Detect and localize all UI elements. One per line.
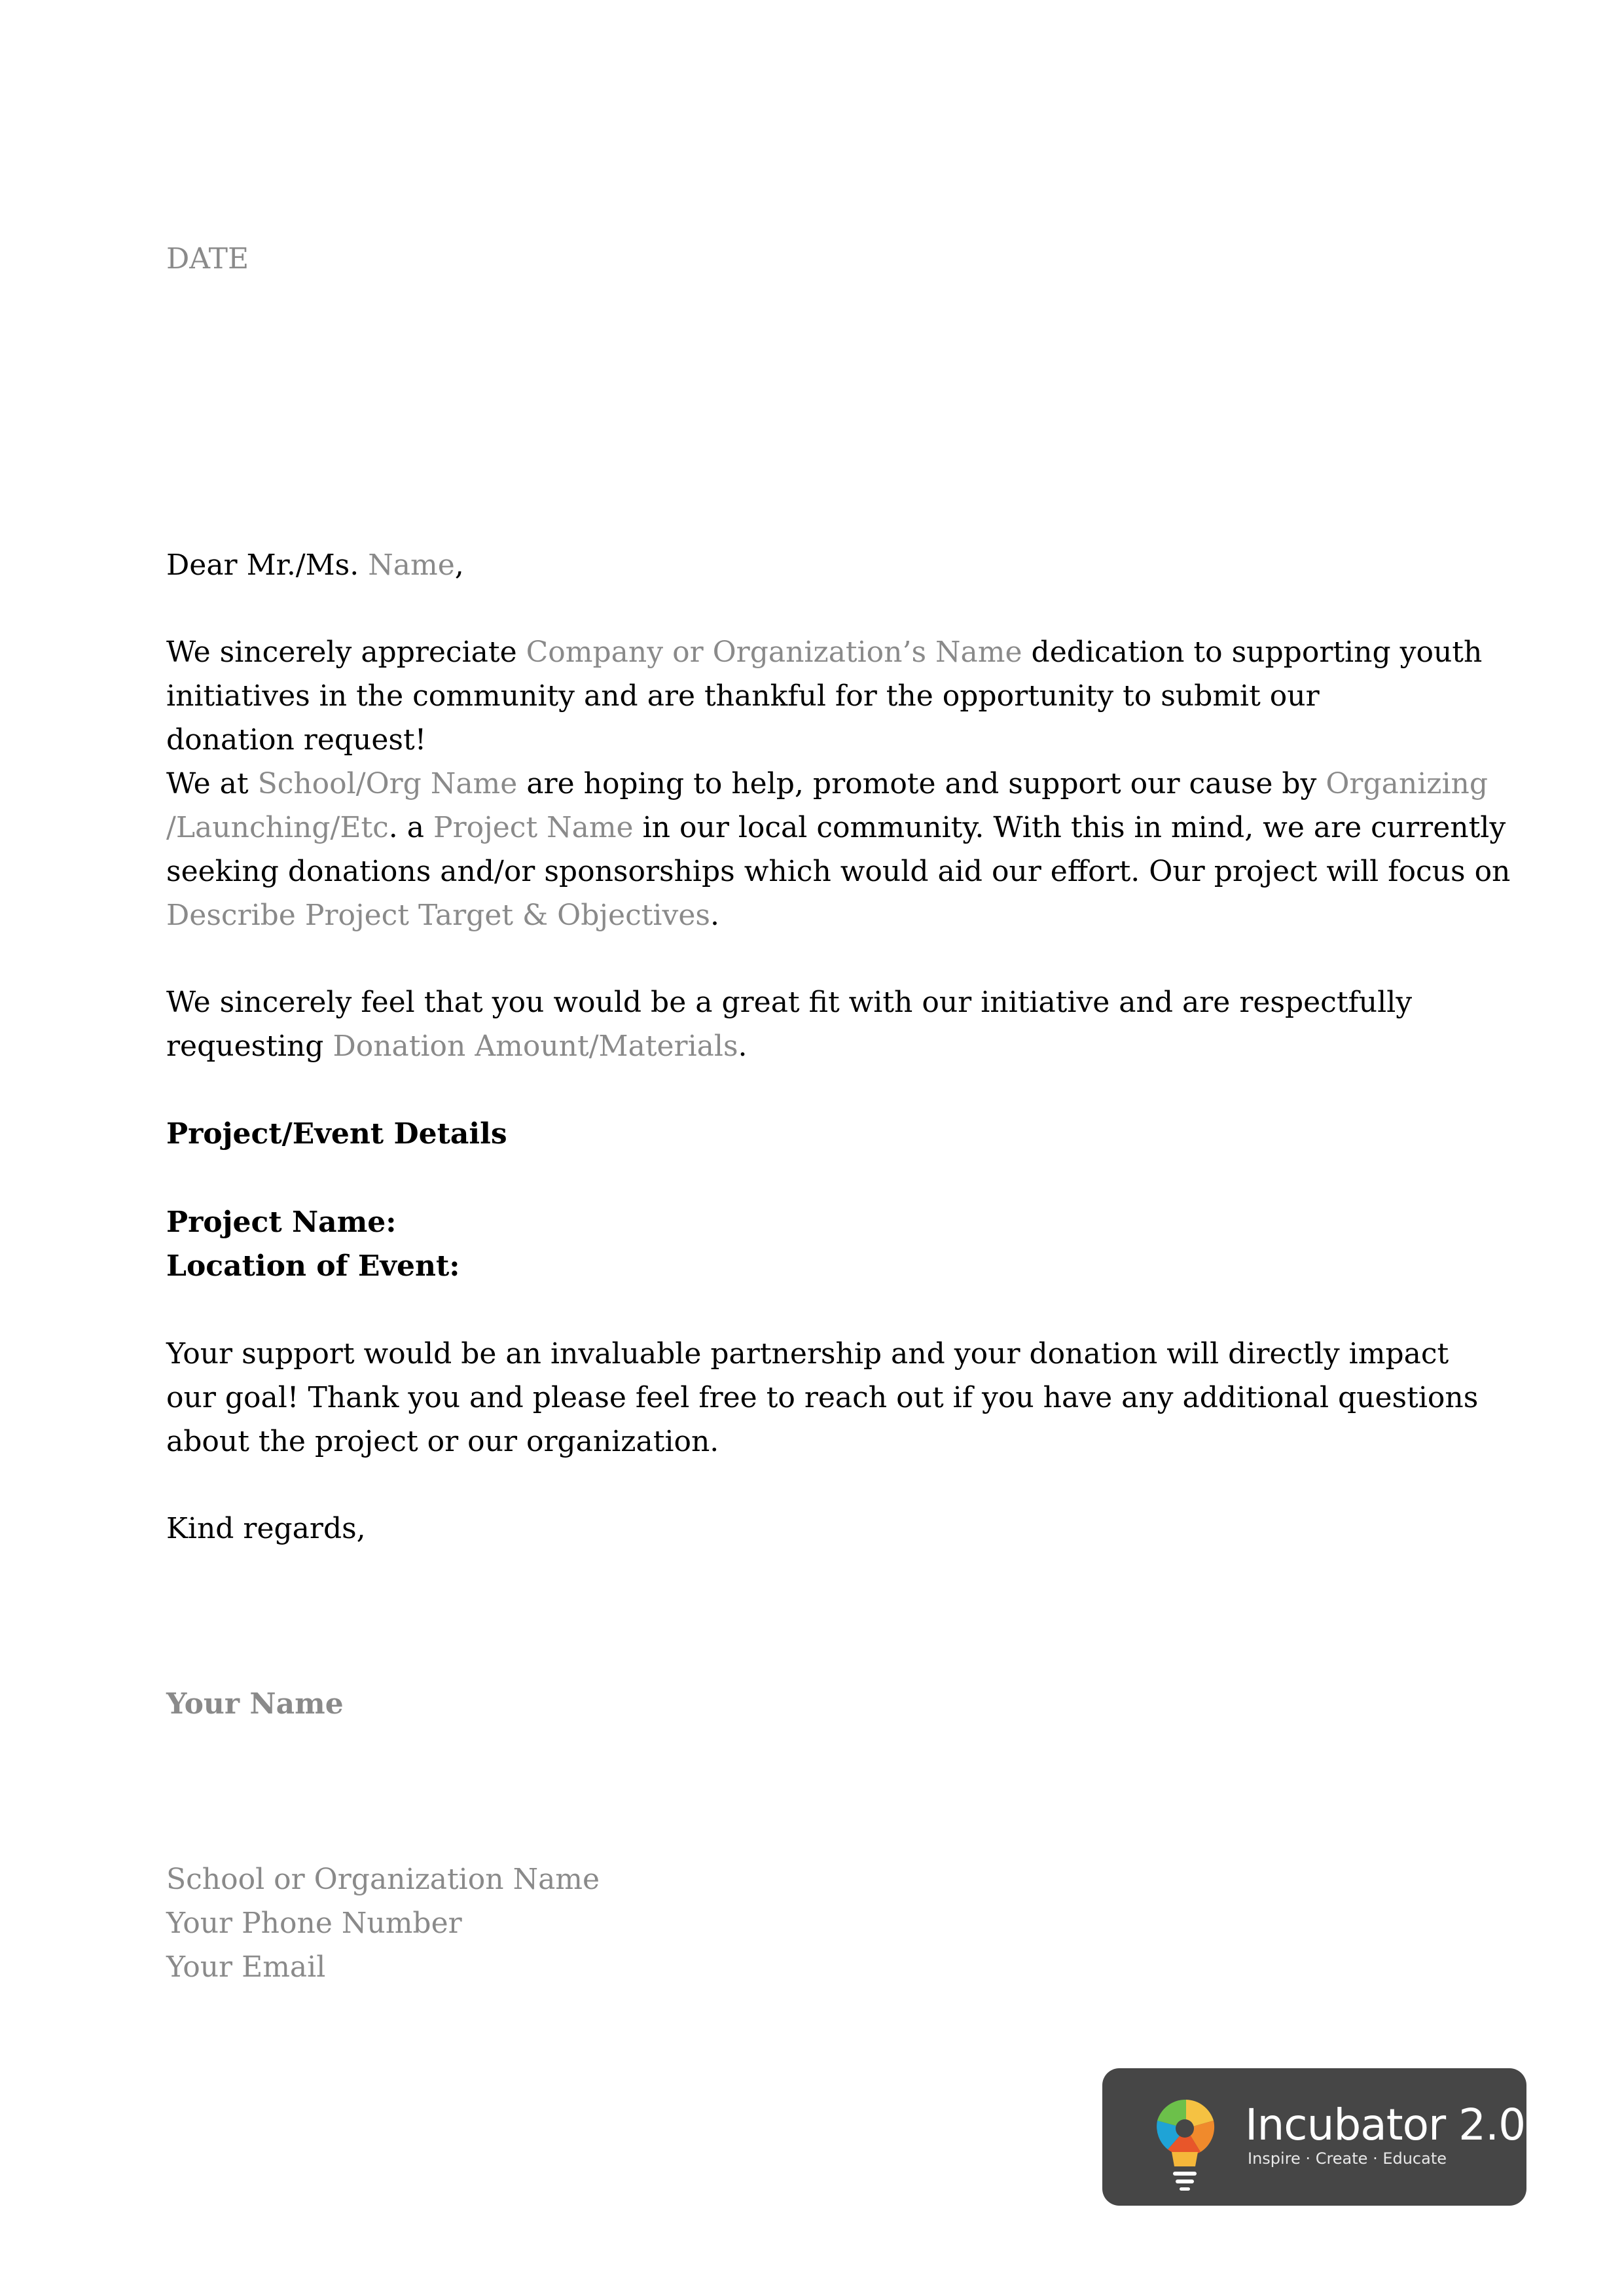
paragraph-line — [166, 806, 1580, 850]
paragraph-line — [166, 762, 1580, 806]
text-run: requesting — [166, 1030, 333, 1063]
text-run: . a — [388, 811, 433, 844]
contact-phone-placeholder: Your Phone Number — [166, 1907, 462, 1940]
paragraph-line: Your support would be an invaluable partnership and your donation will directly impact — [166, 1337, 1449, 1371]
paragraph-appreciation — [166, 630, 1580, 762]
text-run: We at — [166, 767, 258, 800]
paragraph-line — [166, 1024, 1580, 1068]
text-run: . — [738, 1030, 748, 1063]
company-name-placeholder: Company or Organization’s Name — [526, 636, 1022, 669]
text-run: We sincerely appreciate — [166, 636, 526, 669]
text-run: in our local community. With this in mind, we are currently — [633, 811, 1506, 844]
signature-name-placeholder: Your Name — [166, 1687, 344, 1721]
salutation-suffix: , — [454, 548, 464, 582]
text-run: . — [710, 899, 719, 932]
date-field: DATE — [166, 242, 249, 276]
contact-block — [166, 1857, 1580, 1989]
school-org-name-placeholder: School/Org Name — [257, 767, 518, 800]
paragraph-line: donation request! — [166, 723, 427, 757]
logo-title: Incubator 2.0 — [1245, 2100, 1526, 2150]
details-fields — [166, 1200, 1580, 1288]
text-run: dedication to supporting youth — [1022, 636, 1483, 669]
paragraph-line: our goal! Thank you and please feel free to reach out if you have any additional questions — [166, 1381, 1479, 1414]
salutation-prefix: Dear Mr./Ms. — [166, 548, 369, 582]
text-run: are hoping to help, promote and support our cause by — [517, 767, 1326, 800]
paragraph-request — [166, 980, 1580, 1068]
incubator-logo — [1102, 2068, 1526, 2206]
recipient-name-placeholder: Name — [368, 548, 455, 582]
paragraph-line: seeking donations and/or sponsorships which would aid our effort. Our project will focus on — [166, 855, 1511, 888]
location-label: Location of Event: — [166, 1249, 460, 1283]
project-name-placeholder: Project Name — [433, 811, 634, 844]
contact-org-placeholder: School or Organization Name — [166, 1863, 600, 1896]
paragraph-line: We sincerely feel that you would be a great fit with our initiative and are respectfully — [166, 986, 1413, 1019]
action-placeholder-cont: /Launching/Etc — [166, 811, 389, 844]
donation-amount-placeholder: Donation Amount/Materials — [333, 1030, 738, 1063]
salutation — [166, 543, 1580, 587]
project-name-label: Project Name: — [166, 1206, 397, 1239]
action-placeholder: Organizing — [1326, 767, 1489, 800]
logo-tagline: Inspire · Create · Educate — [1248, 2149, 1447, 2168]
contact-email-placeholder: Your Email — [166, 1950, 326, 1984]
paragraph-project-intro — [166, 762, 1580, 937]
closing: Kind regards, — [166, 1512, 366, 1545]
project-objectives-placeholder: Describe Project Target & Objectives — [166, 899, 710, 932]
paragraph-line — [166, 630, 1580, 674]
paragraph-line: about the project or our organization. — [166, 1425, 719, 1458]
paragraph-line: initiatives in the community and are thankful for the opportunity to submit our — [166, 679, 1320, 713]
paragraph-thanks — [166, 1332, 1580, 1463]
details-heading: Project/Event Details — [166, 1117, 507, 1151]
paragraph-line — [166, 893, 1580, 937]
